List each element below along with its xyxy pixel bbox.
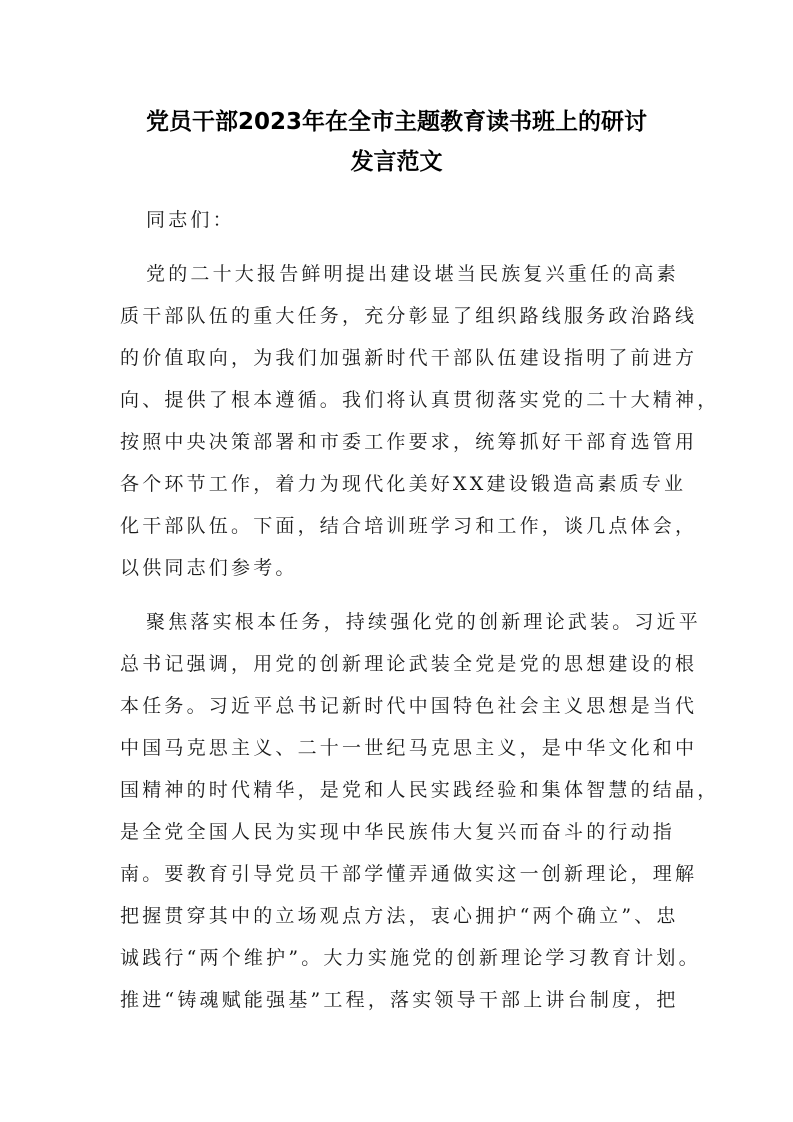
paragraph-line: 本任务。习近平总书记新时代中国特色社会主义思想是当代 <box>120 695 698 717</box>
paragraph-line: 以供同志们参考。 <box>120 557 298 579</box>
paragraph-line: 南。要教育引导党员干部学懂弄通做实这一创新理论，理解 <box>120 863 698 885</box>
paragraph-line: 按照中央决策部署和市委工作要求，统筹抓好干部育选管用 <box>120 431 698 453</box>
paragraph-line: 各个环节工作，着力为现代化美好XX建设锻造高素质专业 <box>120 473 687 495</box>
paragraph-line: 总书记强调，用党的创新理论武装全党是党的思想建设的根 <box>120 653 698 675</box>
paragraph-line: 诚践行“两个维护”。大力实施党的创新理论学习教育计划。 <box>120 947 701 969</box>
paragraph-line: 质干部队伍的重大任务，充分彰显了组织路线服务政治路线 <box>120 305 698 327</box>
paragraph-line: 聚焦落实根本任务，持续强化党的创新理论武装。习近平 <box>146 611 702 633</box>
paragraph-line: 是全党全国人民为实现中华民族伟大复兴而奋斗的行动指 <box>120 821 676 843</box>
title-line-1: 党员干部2023年在全市主题教育读书班上的研讨 <box>145 109 647 135</box>
paragraph-line: 的价值取向，为我们加强新时代干部队伍建设指明了前进方 <box>120 347 698 369</box>
title-line-2: 发言范文 <box>350 149 443 175</box>
paragraph-line: 中国马克思主义、二十一世纪马克思主义，是中华文化和中 <box>120 737 698 759</box>
paragraph-line: 把握贯穿其中的立场观点方法，衷心拥护“两个确立”、忠 <box>120 905 679 927</box>
paragraph-line: 化干部队伍。下面，结合培训班学习和工作，谈几点体会， <box>120 515 698 537</box>
paragraph-line: 国精神的时代精华，是党和人民实践经验和集体智慧的结晶， <box>120 779 720 801</box>
paragraph-line: 向、提供了根本遵循。我们将认真贯彻落实党的二十大精神， <box>120 389 720 411</box>
paragraph-line: 党的二十大报告鲜明提出建设堪当民族复兴重任的高素 <box>146 263 679 285</box>
salutation: 同志们： <box>146 209 235 231</box>
paragraph-line: 推进“铸魂赋能强基”工程，落实领导干部上讲台制度，把 <box>120 989 679 1011</box>
